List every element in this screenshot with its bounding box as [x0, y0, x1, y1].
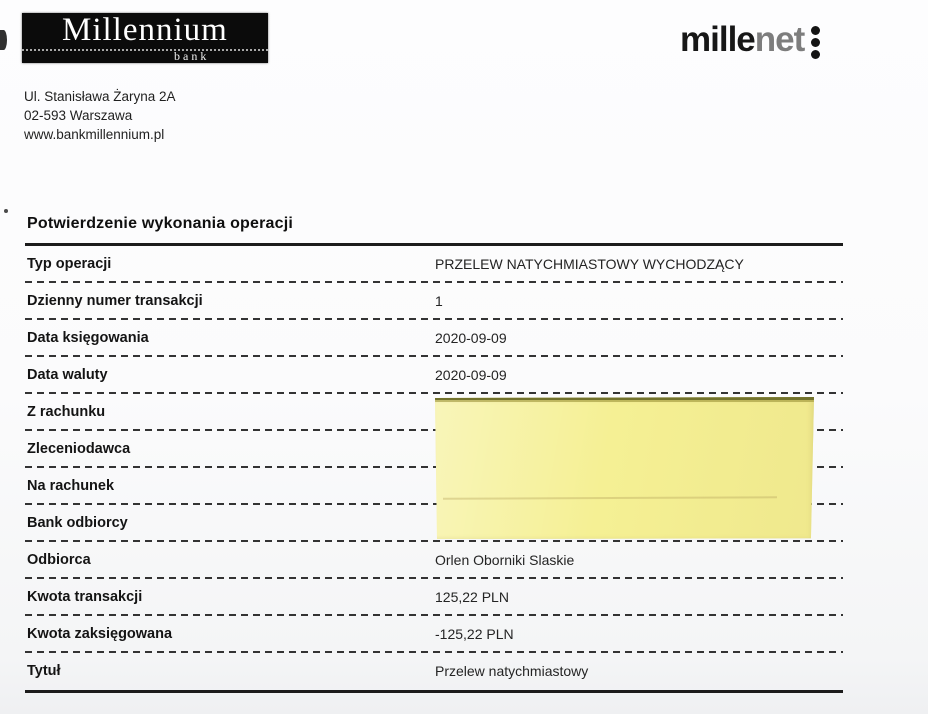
table-row-tytul [25, 653, 843, 690]
bank-address [24, 87, 176, 144]
row-label: Zleceniodawca [27, 441, 131, 457]
millenet-logo-mille: mille [680, 20, 755, 59]
table-row-typ-operacji [25, 246, 843, 283]
row-value: Przelew natychmiastowy [435, 663, 589, 679]
row-value: Orlen Oborniki Slaskie [435, 552, 575, 568]
table-row-dzienny-numer [25, 283, 843, 320]
row-value: -125,22 PLN [435, 626, 514, 642]
row-label: Bank odbiorcy [27, 515, 128, 531]
table-row-data-waluty [25, 357, 843, 394]
table-row-data-ksiegowania [25, 320, 843, 357]
row-label: Dzienny numer transakcji [27, 293, 203, 309]
table-row-kwota-transakcji [25, 579, 843, 616]
millennium-bank-logo [22, 13, 268, 63]
address-website: www.bankmillennium.pl [24, 127, 165, 142]
row-label: Odbiorca [27, 552, 91, 568]
row-label: Tytuł [27, 663, 61, 679]
row-label: Data księgowania [27, 330, 149, 346]
scan-artifact-blob [0, 30, 7, 50]
row-value: 1 [435, 293, 443, 309]
logo-divider-dotted-line [22, 49, 268, 51]
row-value: 125,22 PLN [435, 589, 509, 605]
address-city: 02-593 Warszawa [24, 108, 133, 123]
address-street: Ul. Stanisława Żaryna 2A [24, 89, 176, 104]
row-value: 2020-09-09 [435, 367, 507, 383]
document-title: Potwierdzenie wykonania operacji [27, 215, 294, 232]
row-label: Kwota zaksięgowana [27, 626, 173, 642]
table-row-kwota-zaksiegowana [25, 616, 843, 653]
millenet-logo [680, 22, 820, 59]
sticky-note-cover [435, 397, 814, 539]
millenet-dots-icon [811, 26, 820, 59]
bank-logo-name: Millennium [62, 12, 228, 48]
bank-logo-sub: bank [174, 49, 210, 63]
row-label: Kwota transakcji [27, 589, 143, 605]
table-row-odbiorca [25, 542, 843, 579]
row-label: Na rachunek [27, 478, 115, 494]
row-value: PRZELEW NATYCHMIASTOWY WYCHODZĄCY [435, 256, 744, 272]
scan-artifact-dot [4, 209, 8, 213]
row-label: Data waluty [27, 367, 108, 383]
row-value: 2020-09-09 [435, 330, 507, 346]
row-label: Z rachunku [27, 404, 106, 420]
row-label: Typ operacji [27, 256, 112, 272]
millenet-logo-net: net [754, 20, 805, 59]
